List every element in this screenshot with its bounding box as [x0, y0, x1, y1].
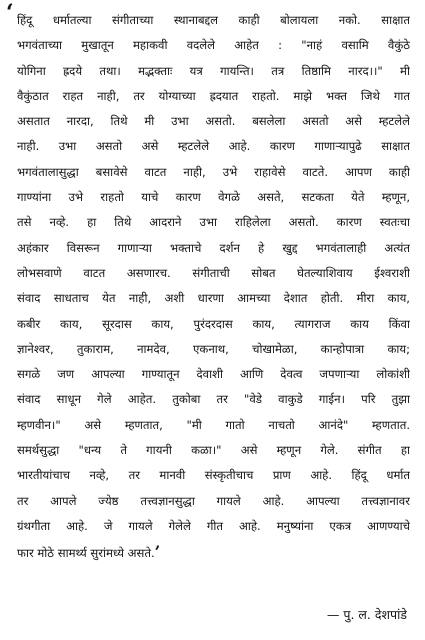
passage-line: हिंदू धर्मातल्या संगीताच्या स्थानाबद्दल काही बोलायला नको. साक्षात: [17, 13, 410, 27]
passage-line: ग्रंथगीता आहे. जे गायले गेलेले गीत आहे. मनुष्यांना एकत्र आणण्याचे: [17, 518, 410, 533]
passage-text: [17, 8, 410, 565]
passage-line: गाण्यांना उभे राहतो याचे कारण वेगळे असते, सटकता येते म्हणून,: [17, 190, 410, 205]
author-signature: — पु. ल. देशपांडे: [326, 607, 407, 622]
passage-line: तर आपले ज्येष्ठ तत्त्वज्ञानसुद्धा गायले आहे. आपल्या तत्त्वज्ञानावर: [17, 493, 410, 508]
closing-quote-mark: ’: [154, 542, 161, 562]
passage-line: समर्थसुद्धा "धन्य ते गायनी कळा।" असे म्हणून गेले. संगीत हा: [17, 443, 410, 458]
passage-line: भगवंतालासुद्धा बसावेसे वाटत नाही, उभे राहावेसे वाटते. आपण काही: [17, 164, 410, 179]
passage-line: अहंकार विसरून गाणाऱ्या भक्ताचे दर्शन हे खुद्द भगवंतालाही अत्यंत: [17, 240, 410, 255]
passage-line: लोभसवाणे वाटत असणारच. संगीताची सोबत घेतल्याशिवाय ईश्वराशी: [17, 265, 410, 280]
passage-line: ज्ञानेश्वर, तुकाराम, नामदेव, एकनाथ, चोखामेळा, कान्होपात्रा काय;: [17, 341, 410, 356]
passage-line: संवाद साधताच येत नाही, अशी धारणा आमच्या देशात होती. मीरा काय,: [17, 291, 410, 306]
passage-line: फार मोठे सामर्थ्य सुरांमध्ये असते.: [17, 546, 155, 561]
passage-line: तसे नव्हे. हा तिथे आदराने उभा राहिलेला असतो. कारण स्वतःचा: [17, 215, 410, 230]
passage-line: म्हणवीन।" असे म्हणतात, "मी गातो नाचतो आनंदे" म्हणतात.: [17, 417, 410, 432]
passage-line: भगवंताच्या मुखातून महाकवी वदलेले आहेत : "नाहं वसामि वैकुंठे: [17, 38, 410, 53]
passage-line: नाही. उभा असतो असे म्हटलेले आहे. कारण गाणाऱ्यापुढे साक्षात: [17, 139, 410, 154]
opening-quote-mark: ‘: [6, 0, 14, 26]
passage-line: योगिना ह्रदये तथा। मद्भक्ताः यत्र गायन्ति। तत्र तिष्ठामि नारद।।" मी: [17, 63, 410, 78]
passage-line: सगळे जण आपल्या गाण्यातून देवाशी आणि देवत्व जपणाऱ्या लोकांशी: [17, 367, 410, 382]
passage-line: भारतीयांचाच नव्हे, तर मानवी संस्कृतीचाच प्राण आहे. हिंदू धर्मात: [17, 468, 410, 483]
passage-last-line: [17, 539, 410, 564]
passage-line: वैकुंठात राहत नाही, तर योग्याच्या ह्रदयात राहतो. माझे भक्त जिथे गात: [17, 88, 410, 103]
passage-line: असतात नारदा, तिथे मी उभा असतो. बसलेला असतो असे म्हटलेले: [17, 114, 410, 129]
passage-line: कबीर काय, सूरदास काय, पुरंदरदास काय, त्यागराज काय किंवा: [17, 316, 410, 331]
passage-line: संवाद साधून गेले आहेत. तुकोबा तर "वेडे वाकुडे गाईन। परि तुझा: [17, 392, 410, 407]
